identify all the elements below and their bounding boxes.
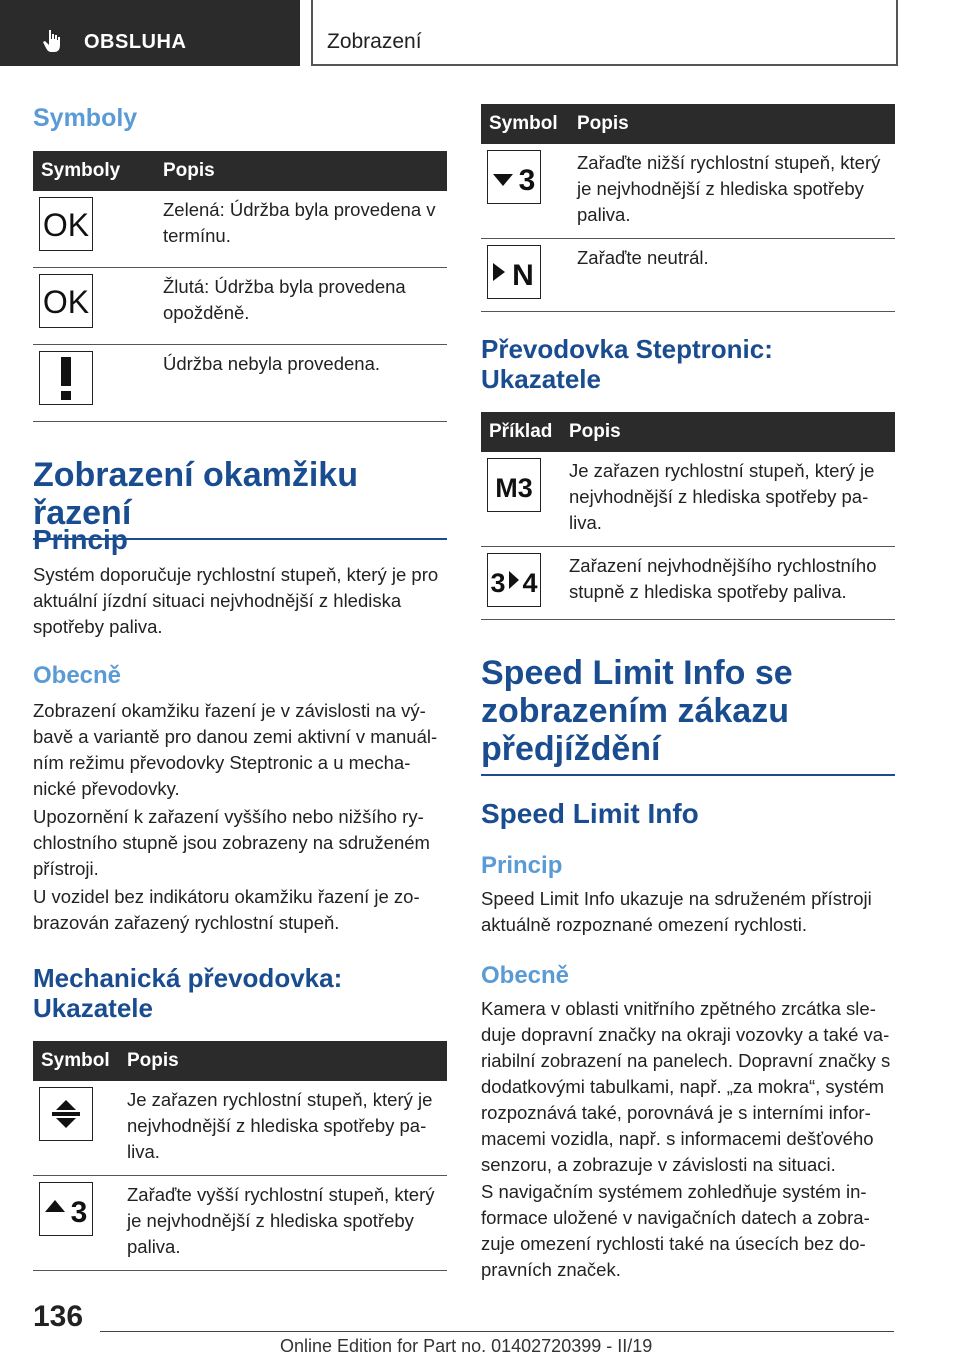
edition-text: Online Edition for Part no. 01402720399 - II/19 xyxy=(280,1336,653,1356)
shift-title: Zobrazení okamžiku řazení xyxy=(33,456,447,540)
gear-current-icon xyxy=(39,1087,93,1141)
row-description: Zařaďte neutrál. xyxy=(569,239,895,312)
table-row xyxy=(33,191,447,268)
chapter-label: Zobrazení xyxy=(327,30,422,53)
svg-text:OK: OK xyxy=(42,207,90,241)
section-tab xyxy=(0,0,300,66)
column-header: Popis xyxy=(569,104,895,144)
row-description: Údržba nebyla provedena. xyxy=(155,345,447,422)
column-header: Popis xyxy=(119,1041,447,1081)
speed-limit-subtitle: Speed Limit Info xyxy=(481,798,699,829)
footer-divider xyxy=(100,1331,894,1332)
column-header: Popis xyxy=(155,151,447,191)
steptronic-table xyxy=(481,412,895,620)
row-description: Zelená: Údržba byla provedena v termínu. xyxy=(155,191,447,268)
obecne-text-1: Zobrazení okamžiku řazení je v závislosti na výbavě a variantě pro danou zemi aktivní v manuálním režimu převodovky Steptronic a u mechanické převodovky. xyxy=(33,700,438,799)
symbols-table xyxy=(33,151,447,422)
speed-obecne-text-1: Kamera v oblasti vnitřního zpětného zrcátka sleduje dopravní značky na okraji vozovky a také variabilní zobrazení na panelech. Dopravní značky s dodatkovými tabulkami, např. „za mokra“, systém rozpoznává také, porovnává je s interními informacemi vozidla, např. s informacemi dešťového senzoru, a zobrazuje v závislosti na situaci. xyxy=(481,998,891,1175)
row-description: Zařazení nejvhodnějšího rychlostního stupně z hlediska spotřeby paliva. xyxy=(561,547,895,620)
shift-up-icon xyxy=(39,1182,93,1236)
m3-icon xyxy=(487,458,541,512)
manual-title: Mechanická převodovka: Ukazatele xyxy=(33,963,343,1023)
speed-princip-text: Speed Limit Info ukazuje na sdruženém přístroji aktuálně rozpoznané omezení rychlosti. xyxy=(481,888,872,935)
table-row xyxy=(481,547,895,620)
shift-down-label: 3 xyxy=(518,164,536,194)
princip-heading: Princip xyxy=(33,524,128,555)
hand-icon xyxy=(40,28,66,54)
section-label: OBSLUHA xyxy=(84,31,187,53)
shift-up-label: 3 xyxy=(70,1196,88,1226)
ok-icon xyxy=(39,274,93,328)
shift-down-icon xyxy=(487,150,541,204)
shift-from-label: 3 xyxy=(490,568,506,597)
column-header: Symbol xyxy=(33,1041,119,1081)
table-row xyxy=(33,268,447,345)
princip-text: Systém doporučuje rychlostní stupeň, který je pro aktuální jízdní situaci nejvhodnější z hlediska spotřeby paliva. xyxy=(33,564,439,637)
obecne-text-3: U vozidel bez indikátoru okamžiku řazení je zobrazován zařazený rychlostní stupeň. xyxy=(33,886,420,933)
shift-to-label: 4 xyxy=(522,568,538,597)
row-description: Zařaďte vyšší rychlostní stupeň, který je nejvhodnější z hlediska spotřeby paliva. xyxy=(119,1176,447,1271)
obecne-heading: Obecně xyxy=(33,662,122,689)
speed-limit-title: Speed Limit Info se zobrazením zákazu předjíždění xyxy=(481,654,895,776)
table-row xyxy=(33,1081,447,1176)
neutral-icon xyxy=(487,245,541,299)
table-row xyxy=(481,452,895,547)
column-header: Příklad xyxy=(481,412,561,452)
exclamation-icon xyxy=(39,351,93,405)
table-row xyxy=(481,239,895,312)
row-description: Zařaďte nižší rychlostní stupeň, který je nejvhodnější z hlediska spotřeby paliva. xyxy=(569,144,895,239)
speed-obecne-heading: Obecně xyxy=(481,962,570,989)
column-header: Symbol xyxy=(481,104,569,144)
chapter-tab xyxy=(311,0,898,66)
manual-table-continued xyxy=(481,104,895,312)
row-description: Je zařazen rychlostní stupeň, který je nejvhodnější z hlediska spotřeby paliva. xyxy=(119,1081,447,1176)
speed-obecne-text-2: S navigačním systémem zohledňuje systém informace uložené v navigačních datech a zobrazuje omezení rychlosti také na úsecích bez dopravních značek. xyxy=(481,1181,870,1280)
symbols-title: Symboly xyxy=(33,104,138,132)
row-description: Žlutá: Údržba byla provedena opožděně. xyxy=(155,268,447,345)
steptronic-title: Převodovka Steptronic: Ukazatele xyxy=(481,334,773,394)
table-row xyxy=(33,345,447,422)
manual-table xyxy=(33,1041,447,1271)
table-row xyxy=(481,144,895,239)
shift-3-4-icon xyxy=(487,553,541,607)
page-number: 136 xyxy=(33,1300,84,1333)
neutral-label: N xyxy=(512,259,534,289)
obecne-text-2: Upozornění k zařazení vyššího nebo nižšího rychlostního stupně jsou zobrazeny na sdruženém přístroji. xyxy=(33,806,430,879)
m3-label: M3 xyxy=(495,473,533,502)
table-row xyxy=(33,1176,447,1271)
column-header: Symboly xyxy=(33,151,155,191)
ok-icon xyxy=(39,197,93,251)
speed-princip-heading: Princip xyxy=(481,852,563,879)
svg-text:OK: OK xyxy=(42,284,90,318)
column-header: Popis xyxy=(561,412,895,452)
row-description: Je zařazen rychlostní stupeň, který je nejvhodnější z hlediska spotřeby paliva. xyxy=(561,452,895,547)
